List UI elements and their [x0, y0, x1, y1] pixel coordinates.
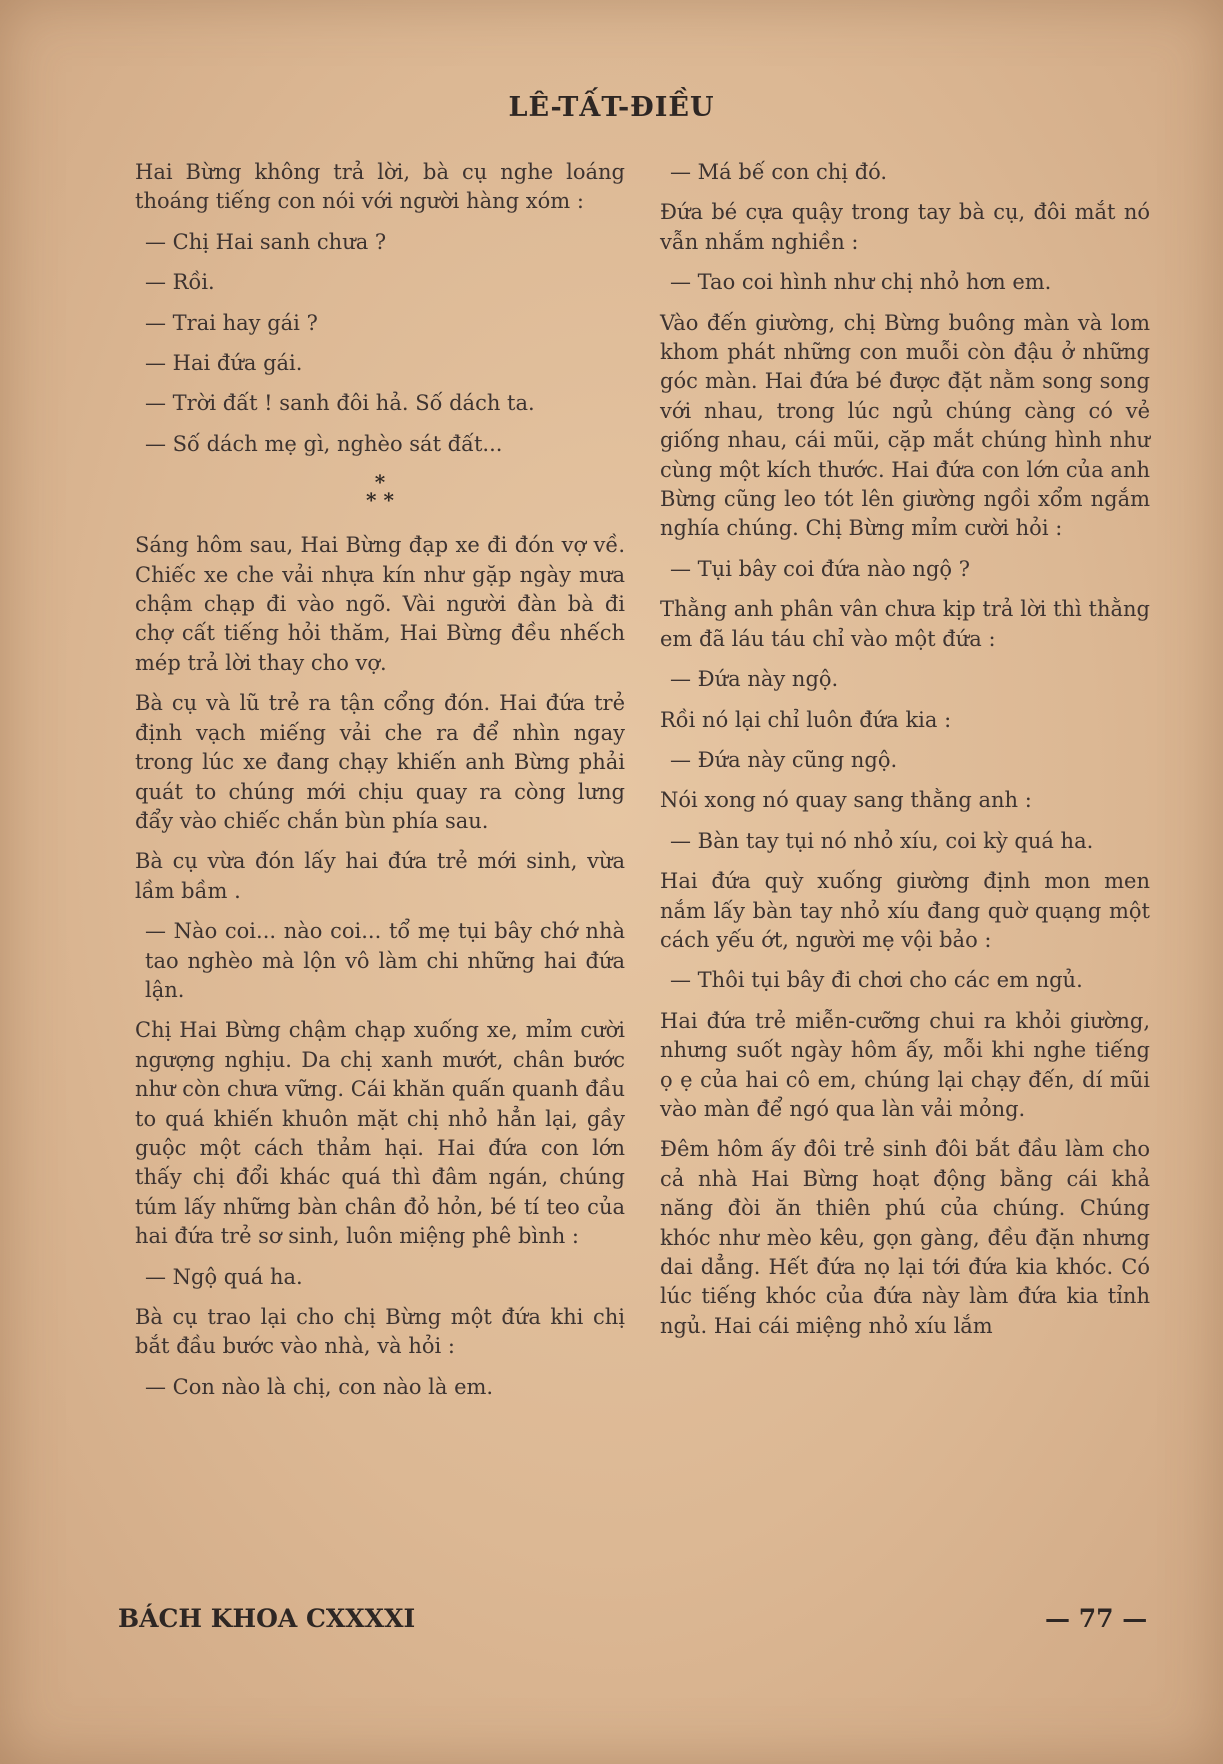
dialogue-line: — Tụi bây coi đứa nào ngộ ?: [670, 556, 970, 581]
magazine-footer: BÁCH KHOA CXXXXI: [118, 1604, 416, 1633]
paragraph: Hai Bừng không trả lời, bà cụ nghe loáng thoáng tiếng con nói với người hàng xóm :: [135, 160, 625, 214]
right-column: [660, 158, 1150, 1352]
paragraph: Hai đứa quỳ xuống giường định mon men nắm lấy bàn tay nhỏ xíu đang quờ quạng một cách yếu ớt, người mẹ vội bảo :: [660, 869, 1150, 952]
dialogue-line: — Trai hay gái ?: [145, 310, 318, 335]
paragraph: Hai đứa trẻ miễn-cưỡng chui ra khỏi giường, nhưng suốt ngày hôm ấy, mỗi khi nghe tiếng ọ ẹ của hai cô em, chúng lại chạy đến, dí mũi vào màn để ngó qua làn vải mỏng.: [660, 1008, 1150, 1121]
dialogue-line: — Trời đất ! sanh đôi hả. Số dách ta.: [145, 391, 535, 416]
dialogue-line: — Bàn tay tụi nó nhỏ xíu, coi kỳ quá ha.: [670, 828, 1094, 853]
paragraph: Đứa bé cựa quậy trong tay bà cụ, đôi mắt nó vẫn nhắm nghiền :: [660, 200, 1150, 254]
section-break-top: *: [374, 470, 386, 495]
dialogue-line: — Con nào là chị, con nào là em.: [145, 1374, 494, 1399]
dialogue-line: — Tao coi hình như chị nhỏ hơn em.: [670, 270, 1052, 295]
paragraph: Vào đến giường, chị Bừng buông màn và lom khom phát những con muỗi còn đậu ở những góc màn. Hai đứa bé được đặt nằm song song với nhau, trong lúc ngủ chúng càng có vẻ giống nhau, cái mũi, cặp mắt chúng hình như cùng một kích thước. Hai đứa con lớn của anh Bừng cũng leo tót lên giường ngồi xổm ngắm nghía chúng. Chị Bừng mỉm cười hỏi :: [660, 310, 1150, 541]
page-number: — 77 —: [1045, 1604, 1148, 1633]
section-break: [135, 470, 625, 513]
paragraph: Chị Hai Bừng chậm chạp xuống xe, mỉm cười ngượng nghịu. Da chị xanh mướt, chân bước như còn chưa vững. Cái khăn quấn quanh đầu to quá khiến khuôn mặt chị nhỏ hẳn lại, gầy guộc một cách thảm hại. Hai đứa con lớn thấy chị đổi khác quá thì đâm ngán, chúng túm lấy những bàn chân đỏ hỏn, bé tí teo của hai đứa trẻ sơ sinh, luôn miệng phê bình :: [135, 1018, 625, 1249]
section-break-bottom: * *: [366, 488, 394, 513]
dialogue-line: — Chị Hai sanh chưa ?: [145, 229, 387, 254]
paragraph: Thằng anh phân vân chưa kịp trả lời thì thằng em đã láu táu chỉ vào một đứa :: [660, 597, 1150, 651]
paragraph: Bà cụ và lũ trẻ ra tận cổng đón. Hai đứa trẻ định vạch miếng vải che ra để nhìn ngay trong lúc xe đang chạy khiến anh Bừng phải quát to chúng mới chịu quay ra còng lưng đẩy vào chiếc chắn bùn phía sau.: [135, 691, 625, 833]
dialogue-line: — Số dách mẹ gì, nghèo sát đất...: [145, 431, 503, 456]
author-header: LÊ-TẤT-ĐIỀU: [508, 92, 715, 123]
dialogue-line: — Hai đứa gái.: [145, 351, 303, 376]
paragraph: Bà cụ vừa đón lấy hai đứa trẻ mới sinh, vừa lầm bầm .: [135, 849, 625, 903]
paragraph: Bà cụ trao lại cho chị Bừng một đứa khi chị bắt đầu bước vào nhà, và hỏi :: [135, 1305, 625, 1359]
dialogue-line: — Nào coi... nào coi... tổ mẹ tụi bây chớ nhà tao nghèo mà lộn vô làm chi những hai đứa lận.: [145, 919, 625, 1002]
left-column: [135, 158, 625, 1413]
dialogue-line: — Rồi.: [145, 270, 215, 295]
dialogue-line: — Đứa này cũng ngộ.: [670, 747, 898, 772]
paragraph: Sáng hôm sau, Hai Bừng đạp xe đi đón vợ về. Chiếc xe che vải nhựa kín như gặp ngày mưa chậm chạp đi vào ngõ. Vài người đàn bà đi chợ cất tiếng hỏi thăm, Hai Bừng đều nhếch mép trả lời thay cho vợ.: [135, 533, 625, 675]
paragraph: Đêm hôm ấy đôi trẻ sinh đôi bắt đầu làm cho cả nhà Hai Bừng hoạt động bằng cái khả năng đòi ăn thiên phú của chúng. Chúng khóc như mèo kêu, gọn gàng, đều đặn nhưng dai dẳng. Hết đứa nọ lại tới đứa kia khóc. Có lúc tiếng khóc của đứa này làm đứa kia tỉnh ngủ. Hai cái miệng nhỏ xíu lắm: [660, 1137, 1150, 1338]
paragraph: Rồi nó lại chỉ luôn đứa kia :: [660, 707, 952, 732]
paragraph: Nói xong nó quay sang thằng anh :: [660, 788, 1032, 813]
dialogue-line: — Ngộ quá ha.: [145, 1264, 303, 1289]
dialogue-line: — Thôi tụi bây đi chơi cho các em ngủ.: [670, 968, 1083, 993]
dialogue-line: — Má bế con chị đó.: [670, 160, 888, 184]
dialogue-line: — Đứa này ngộ.: [670, 667, 839, 692]
